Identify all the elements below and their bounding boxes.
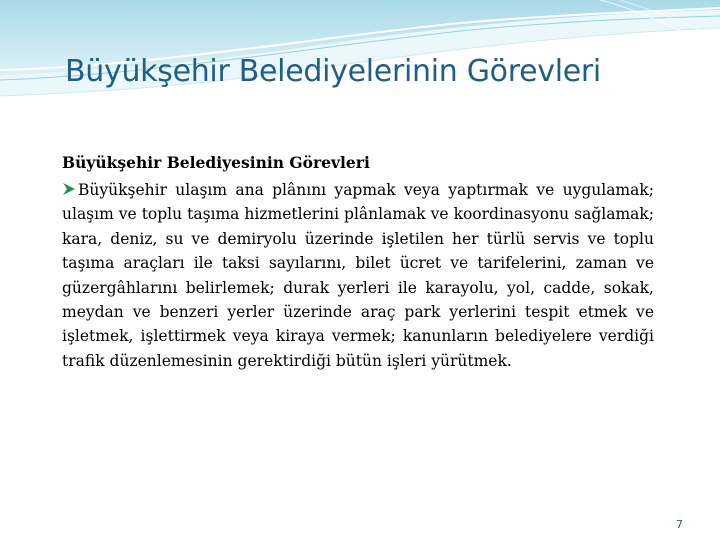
slide-content (62, 153, 654, 373)
page-number: 7 (676, 518, 683, 531)
slide-title: Büyükşehir Belediyelerinin Görevleri (65, 54, 601, 89)
arrow-bullet-icon (62, 182, 76, 196)
bullet-text: Büyükşehir ulaşım ana plânını yapmak veya yaptırmak ve uygulamak; ulaşım ve toplu taşıma hizmetlerini plânlamak ve koordinasyonu sağlamak; kara, deniz, su ve demiryolu üzerinde işletilen her türlü servis ve toplu taşıma araçları ile taksi sayılarını, bilet ücret ve tarifelerini, zaman ve güzergâhlarını belirlemek; durak yerleri ile karayolu, yol, cadde, sokak, meydan ve benzeri yerler üzerinde araç park yerlerini tespit etmek ve işletmek, işlettirmek veya kiraya vermek; kanunların belediyelere verdiği trafik düzenlemesinin gerektirdiği bütün işleri yürütmek. (62, 181, 654, 370)
content-subheading: Büyükşehir Belediyesinin Görevleri (62, 153, 370, 172)
bullet-item (62, 178, 654, 373)
